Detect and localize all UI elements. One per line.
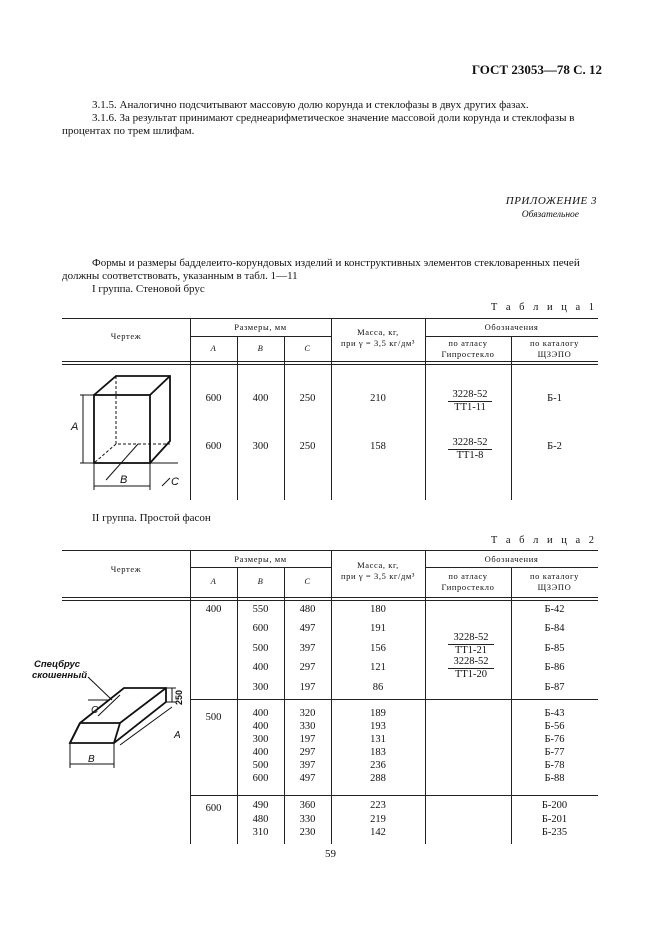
t1-r2-a: 600 <box>205 441 222 452</box>
t2-atlas-1-den: ТТ1-21 <box>454 645 488 656</box>
clause-3-1-6: 3.1.6. За результат принимают среднеарифметическое значение массовой доли корунда и стеклофазы в <box>92 112 575 124</box>
t2-g2-r4-c: 297 <box>299 747 316 758</box>
clause-3-1-5: 3.1.5. Аналогично подсчитывают массовую долю корунда и стеклофазы в двух других фазах. <box>92 99 529 111</box>
t1-r1-a: 600 <box>205 393 222 404</box>
t1-r2-mass: 158 <box>370 441 386 452</box>
t2-g1-r1-mass: 180 <box>370 604 386 615</box>
t2-header-a: A <box>210 576 217 586</box>
t2-g2-r6-c: 497 <box>299 773 316 784</box>
t1-header-atlas-1: по атласу <box>448 338 488 348</box>
t2-g2-r6-catalog: Б-88 <box>544 773 565 784</box>
t2-g2-r2-c: 330 <box>299 721 316 732</box>
t2-header-c: C <box>304 576 311 586</box>
t1-r1-b: 400 <box>252 393 269 404</box>
t1-r1-catalog: Б-1 <box>547 393 562 404</box>
t2-header-designations: Обозначения <box>484 554 539 564</box>
t2-g2-r3-b: 300 <box>252 734 269 745</box>
t2-header-b: B <box>257 576 264 586</box>
t2-g2-r1-c: 320 <box>299 708 316 719</box>
t1-dim-a: A <box>71 421 79 433</box>
t2-g2-r1-catalog: Б-43 <box>544 708 565 719</box>
t1-header-drawing: Чертеж <box>110 331 142 341</box>
t1-r1-mass: 210 <box>370 393 386 404</box>
t2-g3-r2-c: 330 <box>299 814 316 825</box>
t2-g1-r3-catalog: Б-85 <box>544 643 565 654</box>
t2-g2-r1-b: 400 <box>252 708 269 719</box>
group-1-title: I группа. Стеновой брус <box>92 283 205 295</box>
t1-r1-atlas-num: 3228-52 <box>448 389 492 402</box>
t2-g3-r2-catalog: Б-201 <box>541 814 568 825</box>
t2-brick-label-2: скошенный <box>32 670 88 681</box>
t2-g2-r3-mass: 131 <box>370 734 386 745</box>
t2-g3-r1-catalog: Б-200 <box>541 800 568 811</box>
t2-g3-r1-mass: 223 <box>370 800 386 811</box>
t2-g1-r5-catalog: Б-87 <box>544 682 565 693</box>
t2-g1-r2-c: 497 <box>299 623 316 634</box>
t1-r2-catalog: Б-2 <box>547 441 562 452</box>
t2-g1-r4-c: 297 <box>299 662 316 673</box>
page-header: ГОСТ 23053—78 С. 12 <box>471 62 602 77</box>
t2-header-sizes: Размеры, мм <box>234 554 287 564</box>
t2-g2-r4-catalog: Б-77 <box>544 747 565 758</box>
appendix-title: ПРИЛОЖЕНИЕ 3 <box>505 195 597 207</box>
t1-header-catalog-2: ЩЗЭПО <box>537 349 572 359</box>
t2-g1-r1-b: 550 <box>252 604 269 615</box>
t2-g2-r3-c: 197 <box>299 734 316 745</box>
t2-dim-b: B <box>88 754 95 765</box>
t2-g1-r2-b: 600 <box>252 623 269 634</box>
t2-g3-r2-b: 480 <box>252 814 269 825</box>
t1-r1-atlas-den: ТТ1-11 <box>454 402 486 413</box>
t1-header-b: B <box>257 343 264 353</box>
t2-g1-r2-catalog: Б-84 <box>544 623 565 634</box>
intro-line-2: должны соответствовать, указанным в табл. 1—11 <box>62 270 298 282</box>
t1-r1-c: 250 <box>299 393 316 404</box>
t2-g1-r1-catalog: Б-42 <box>544 604 565 615</box>
t1-r2-b: 300 <box>252 441 269 452</box>
t2-g2-r4-mass: 183 <box>370 747 386 758</box>
t2-g2-r6-b: 600 <box>252 773 269 784</box>
t2-header-catalog-2: ЩЗЭПО <box>537 582 572 592</box>
t1-header-mass-2: при γ = 3,5 кг/дм³ <box>340 338 416 348</box>
t2-g3-r1-b: 490 <box>252 800 269 811</box>
t2-g2-r6-mass: 288 <box>370 773 386 784</box>
t2-atlas-1-num: 3228-52 <box>448 632 494 645</box>
t1-r1-atlas <box>448 389 492 414</box>
t1-header-atlas-2: Гипростекло <box>441 349 495 359</box>
t2-g3-r3-catalog: Б-235 <box>541 827 568 838</box>
t2-g1-r4-catalog: Б-86 <box>544 662 565 673</box>
t2-header-mass-2: при γ = 3,5 кг/дм³ <box>340 571 416 581</box>
t2-g3-r3-mass: 142 <box>370 827 386 838</box>
t1-header-mass-1: Масса, кг, <box>357 327 399 337</box>
t1-r2-c: 250 <box>299 441 316 452</box>
t2-atlas-1 <box>448 632 494 657</box>
t2-g2-r5-c: 397 <box>299 760 316 771</box>
table-2-caption: Т а б л и ц а 2 <box>490 535 597 546</box>
page-number: 59 <box>325 848 336 860</box>
t2-group-3-a: 600 <box>205 803 222 814</box>
t2-header-drawing: Чертеж <box>110 564 142 574</box>
t2-atlas-2 <box>448 656 494 681</box>
t2-g1-r4-mass: 121 <box>370 662 386 673</box>
clause-3-1-6-cont: процентах по трем шлифам. <box>62 125 195 137</box>
t2-g1-r3-b: 500 <box>252 643 269 654</box>
table-1-caption: Т а б л и ц а 1 <box>490 302 597 313</box>
t2-g2-r2-catalog: Б-56 <box>544 721 565 732</box>
group-2-title: II группа. Простой фасон <box>92 512 211 524</box>
t2-dim-250: 250 <box>174 689 184 705</box>
t2-g1-r2-mass: 191 <box>370 623 386 634</box>
t2-group-1-a: 400 <box>205 604 222 615</box>
appendix-subtitle: Обязательное <box>521 210 579 220</box>
t2-g1-r3-c: 397 <box>299 643 316 654</box>
t2-dim-c: C <box>91 705 99 716</box>
t2-g3-r2-mass: 219 <box>370 814 386 825</box>
intro-line-1: Формы и размеры бадделеито-корундовых изделий и конструктивных элементов стекловаренных печей <box>92 257 580 269</box>
t1-dim-c: C <box>171 476 179 488</box>
t2-g1-r5-b: 300 <box>252 682 269 693</box>
t2-g3-r3-c: 230 <box>299 827 316 838</box>
t2-brick-label-1: Спецбрус <box>34 659 81 670</box>
t1-header-catalog-1: по каталогу <box>530 338 579 348</box>
t1-r2-atlas-num: 3228-52 <box>448 437 492 450</box>
t2-g3-r1-c: 360 <box>299 800 316 811</box>
t1-r2-atlas-den: ТТ1-8 <box>456 450 484 461</box>
t1-header-a: A <box>210 343 217 353</box>
t1-r2-atlas <box>448 437 492 462</box>
t2-atlas-2-num: 3228-52 <box>448 656 494 669</box>
t2-header-atlas-1: по атласу <box>448 571 488 581</box>
table-2-bevel-brick-drawing <box>32 655 190 773</box>
t2-g2-r5-mass: 236 <box>370 760 386 771</box>
t2-g1-r3-mass: 156 <box>370 643 386 654</box>
t1-dim-b: B <box>120 474 128 486</box>
t2-dim-a: A <box>174 730 181 741</box>
t1-header-sizes: Размеры, мм <box>234 322 287 332</box>
t2-g2-r2-mass: 193 <box>370 721 386 732</box>
table-1-brick-drawing <box>66 368 188 496</box>
t2-header-atlas-2: Гипростекло <box>441 582 495 592</box>
t2-g2-r2-b: 400 <box>252 721 269 732</box>
t1-header-c: C <box>304 343 311 353</box>
t2-group-2-a: 500 <box>205 712 222 723</box>
t2-g1-r1-c: 480 <box>299 604 316 615</box>
t2-g1-r4-b: 400 <box>252 662 269 673</box>
t1-header-designations: Обозначения <box>484 322 539 332</box>
t2-g1-r5-mass: 86 <box>372 682 384 693</box>
t2-g3-r3-b: 310 <box>252 827 269 838</box>
t2-g2-r4-b: 400 <box>252 747 269 758</box>
t2-g2-r5-catalog: Б-78 <box>544 760 565 771</box>
t2-header-catalog-1: по каталогу <box>530 571 579 581</box>
t2-header-mass-1: Масса, кг, <box>357 560 399 570</box>
t2-g2-r3-catalog: Б-76 <box>544 734 565 745</box>
t2-atlas-2-den: ТТ1-20 <box>454 669 488 680</box>
t2-g1-r5-c: 197 <box>299 682 316 693</box>
t2-g2-r1-mass: 189 <box>370 708 386 719</box>
t2-g2-r5-b: 500 <box>252 760 269 771</box>
